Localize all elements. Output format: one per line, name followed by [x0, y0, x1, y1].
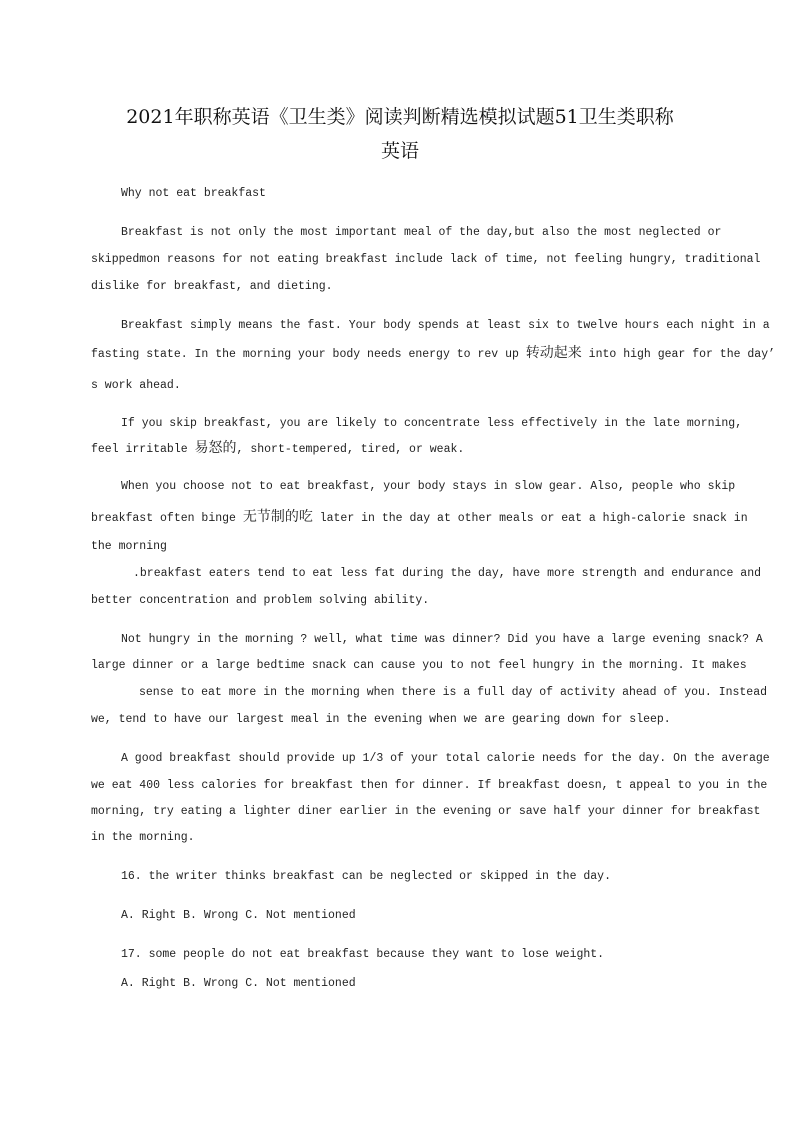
- document-title-line-2: 英语: [380, 140, 419, 162]
- paragraph-4-line-1: When you choose not to eat breakfast, your body stays in slow gear. Also, people who skip: [121, 480, 736, 493]
- question-16-options: A. Right B. Wrong C. Not mentioned: [121, 909, 356, 922]
- paragraph-2-line-2-text-b: into high gear for the day’: [581, 348, 776, 361]
- paragraph-2-chinese-gloss: 转动起来: [525, 345, 582, 361]
- paragraph-1-line-2: skippedmon reasons for not eating breakfast include lack of time, not feeling hungry, traditional: [91, 253, 761, 266]
- paragraph-2-line-3: s work ahead.: [91, 379, 181, 392]
- question-16-text: 16. the writer thinks breakfast can be neglected or skipped in the day.: [121, 870, 611, 883]
- paragraph-3-line-2: [91, 440, 464, 458]
- question-17-options: A. Right B. Wrong C. Not mentioned: [121, 977, 356, 990]
- document-title-line-1: 2021年职称英语《卫生类》阅读判断精选模拟试题51卫生类职称: [126, 106, 674, 128]
- paragraph-4-line-2-text-a: breakfast often binge: [91, 512, 243, 525]
- question-17-text: 17. some people do not eat breakfast because they want to lose weight.: [121, 948, 605, 961]
- paragraph-2-line-1: Breakfast simply means the fast. Your body spends at least six to twelve hours each night in a: [121, 319, 770, 332]
- article-heading: Why not eat breakfast: [121, 187, 266, 200]
- paragraph-3-chinese-gloss: 易怒的: [194, 440, 237, 456]
- paragraph-2-line-2-text-a: fasting state. In the morning your body needs energy to rev up: [91, 348, 526, 361]
- paragraph-3-line-2-text-a: feel irritable: [91, 443, 195, 456]
- paragraph-6-line-3: morning, try eating a lighter diner earlier in the evening or save half your dinner for breakfast: [91, 805, 761, 818]
- paragraph-3-line-1: If you skip breakfast, you are likely to concentrate less effectively in the late morning,: [121, 417, 743, 430]
- paragraph-5-line-4: we, tend to have our largest meal in the evening when we are gearing down for sleep.: [91, 713, 671, 726]
- paragraph-4-chinese-gloss: 无节制的吃: [242, 509, 313, 525]
- paragraph-5-line-1: Not hungry in the morning ? well, what time was dinner? Did you have a large evening snack? A: [121, 633, 763, 646]
- paragraph-6-line-1: A good breakfast should provide up 1/3 of your total calorie needs for the day. On the average: [121, 752, 770, 765]
- paragraph-5-line-2: large dinner or a large bedtime snack can cause you to not feel hungry in the morning. It makes: [91, 659, 747, 672]
- paragraph-2-line-2: [91, 345, 775, 363]
- paragraph-4-line-4: .breakfast eaters tend to eat less fat during the day, have more strength and endurance and: [133, 567, 762, 580]
- paragraph-6-line-4: in the morning.: [91, 831, 195, 844]
- paragraph-4-line-5: better concentration and problem solving ability.: [91, 594, 430, 607]
- paragraph-4-line-2-text-b: later in the day at other meals or eat a high-calorie snack in: [312, 512, 748, 525]
- paragraph-5-line-3: sense to eat more in the morning when there is a full day of activity ahead of you. Instead: [139, 686, 768, 699]
- paragraph-3-line-2-text-b: , short-tempered, tired, or weak.: [236, 443, 465, 456]
- paragraph-1-line-1: Breakfast is not only the most important meal of the day,but also the most neglected or: [121, 226, 722, 239]
- paragraph-6-line-2: we eat 400 less calories for breakfast then for dinner. If breakfast doesn, t appeal to you in the: [91, 779, 768, 792]
- paragraph-4-line-2: [91, 509, 748, 527]
- paragraph-1-line-3: dislike for breakfast, and dieting.: [91, 280, 333, 293]
- paragraph-4-line-3: the morning: [91, 540, 167, 553]
